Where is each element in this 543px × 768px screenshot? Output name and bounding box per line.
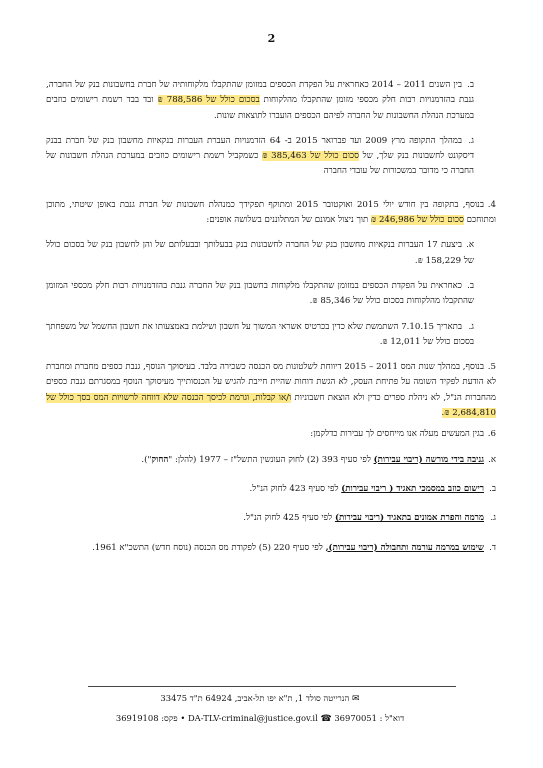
paragraph-4a (46, 238, 496, 269)
phone-number: 36970051 (334, 713, 377, 723)
paragraph-text: בין השנים 2011 – 2014 כאחראית על הפקדת הכספים במזומן שהתקבלו מלקוחותיה של חברת בחשבונות בנק של החברה, גנבת בהזדמנויות רבות חלק מכספי מזומן שהתקבלו מהלקוחות (46, 80, 475, 106)
paragraph-number: ב. (467, 280, 474, 291)
paragraph-text: ביצעת 17 העברות בנקאיות מחשבון בנק של החברה לחשבונות בנק בבעלותך ובבעלותם של והן לחשבון בנק של בסכום כולל של 158,229 ₪. (46, 240, 474, 266)
footer-address: הנרייטה סולד 1, ת"א יפו תל-אביב, 64924 ת"ד 33475 (160, 693, 350, 703)
paragraph-5 (46, 360, 496, 421)
paragraph-text: רישום כוזב במסמכי תאגיד ( ריבוי עבירות) (341, 483, 484, 494)
paragraph-number: ב. (467, 80, 474, 90)
paragraph-number: א. (466, 240, 475, 251)
charge-d (46, 541, 496, 556)
charge-c (46, 511, 496, 526)
paragraph-number: ג. (468, 135, 474, 146)
paragraph-text: כשמקביל רשמת רישומים כוזבים במערכת הנהלת חשבונות של החברה כי מדובר במשכורות של עובדי החברה (46, 151, 474, 177)
paragraph-text: החוק (151, 454, 169, 465)
paragraph-4b (46, 279, 496, 310)
paragraph-text: לפי סעיף 423 לחוק הנ"ל. (249, 483, 342, 494)
fax-label: פקס: (161, 713, 178, 723)
email-link[interactable]: DA-TLV-criminal@justice.gov.il (187, 713, 318, 723)
paragraph-text: בגין המעשים מעלה אנו מייחסים לך עבירות כדלקמן: (310, 429, 484, 440)
highlighted-amount: בסכום כולל של 788,586 ₪ (157, 95, 260, 106)
paragraph-text: לפי סעיף 393 (2) לחוק העונשין התשל"ז – 1977 (להלן: " (168, 454, 374, 465)
phone-icon: ☎ (320, 714, 332, 724)
fax-number: 36919108 (115, 713, 159, 723)
paragraph-text: בנוסף, במהלך שנות המס 2011 – 2015 דיווחת לשלטונות מס הכנסה כשכירה בלבד. בעיסוקך הנוסף, גנבת כספים מחברת ומחברת לא הודעת לפקיד השומה על פתיחת העסק, לא הגשת דוחות שהיית חייבת להגיש על הכנסותייך מעיסוקך הנוסף במסגרתם גנבת כספים מהחברות הנ"ל, לא ניהלת ספרים כדין ולא הוצאת חשבוניות (46, 362, 496, 403)
page-number: 2 (267, 32, 276, 45)
paragraph-text: גניבה בידי מורשה (ריבוי עבירות) (373, 454, 484, 465)
paragraph-number: א. (488, 454, 496, 465)
paragraph-text: לפי סעיף 220 (5) לפקודת מס הכנסה (נוסח חדש) התשכ"א 1961. (92, 542, 326, 553)
highlighted-amount: סכום כולל של 246,986 ₪ (370, 215, 464, 226)
paragraph-6 (46, 427, 496, 442)
paragraph-number: ד. (489, 542, 496, 553)
paragraph-text: במהלך התקופה מרץ 2009 ועד פברואר 2015 ב- 64 הזדמנויות העברת העברות בנקאיות מחשבון בנק של חברת בבנק דיסקונט לחשבונות בנק שלך, של (46, 135, 474, 162)
footer-address-line (60, 693, 460, 704)
charge-a (46, 453, 496, 468)
highlighted-amount: ו/או קבלות, וגרמת לכיסך הכנסה שלא דווחה לרשויות המס בסך כולל של 2,684,810 ₪. (46, 392, 496, 419)
document-body (46, 78, 496, 556)
paragraph-text: בנוסף, בתקופה בין חודש יולי 2015 ואוקטובר 2015 ומתוקף תפקידך כמנהלת חשבונות של חברת גנבת באופן שיטתי, מתוכן ומתוחכם (46, 199, 496, 226)
footer-contact-line: דוא"ל : DA-TLV-criminal@justice.gov.il ☎ 36970051 • פקס: 36919108 (115, 713, 405, 724)
paragraph-text: לפי סעיף 425 לחוק הנ"ל. (243, 513, 335, 524)
paragraph-text: תוך ניצול אמונם של המתלוננים בשלושה אופנים: (206, 215, 371, 226)
paragraph-text: ובד בבד רשמת רישומים כוזבים במערכת הנהלת החשבונות של החברה לפיהם הכספים הועברו לתוצאות שונות. (46, 95, 474, 121)
paragraph-4c (46, 320, 496, 351)
envelope-icon: ✉ (352, 694, 360, 704)
charge-b (46, 482, 496, 497)
paragraph-number: ג. (490, 513, 496, 524)
paragraph-g1 (46, 134, 496, 180)
paragraph-number: 5. (487, 362, 496, 373)
paragraph-text: כאחראית על הפקדת הכספים במזומן שהתקבלו מלקוחות בחשבון בנק של החברה גנבת בהזדמנויות רבות חלק מכספי המזומן שהתקבלו מהלקוחות בסכום כולל של 85,346 ₪. (46, 280, 474, 307)
paragraph-text: שימוש במרמה עורמה ותחבולה (ריבוי עבירות), (325, 542, 484, 553)
paragraph-text: מרמה והפרת אמונים בתאגיד (ריבוי עבירות) (334, 513, 484, 524)
paragraph-text: "). (141, 454, 152, 465)
paragraph-number: ג. (468, 321, 475, 332)
paragraph-number: ב. (489, 483, 496, 494)
highlighted-amount: סכום כולל של 385,463 ₪ (262, 151, 359, 162)
paragraph-4 (46, 198, 496, 229)
email-label: דוא"ל : (379, 713, 405, 723)
paragraph-number: 6. (487, 429, 496, 440)
paragraph-b1 (46, 78, 496, 124)
paragraph-text: בתאריך 7.10.15 השתמשת שלא כדין בכרטיס אשראי המשוך על חשבון ושילמת באמצעותו את חשבון החשמל של משפחתך בסכום כולל של 12,011 ₪. (46, 321, 474, 347)
paragraph-number: 4. (487, 199, 496, 210)
footer-divider (88, 686, 456, 687)
